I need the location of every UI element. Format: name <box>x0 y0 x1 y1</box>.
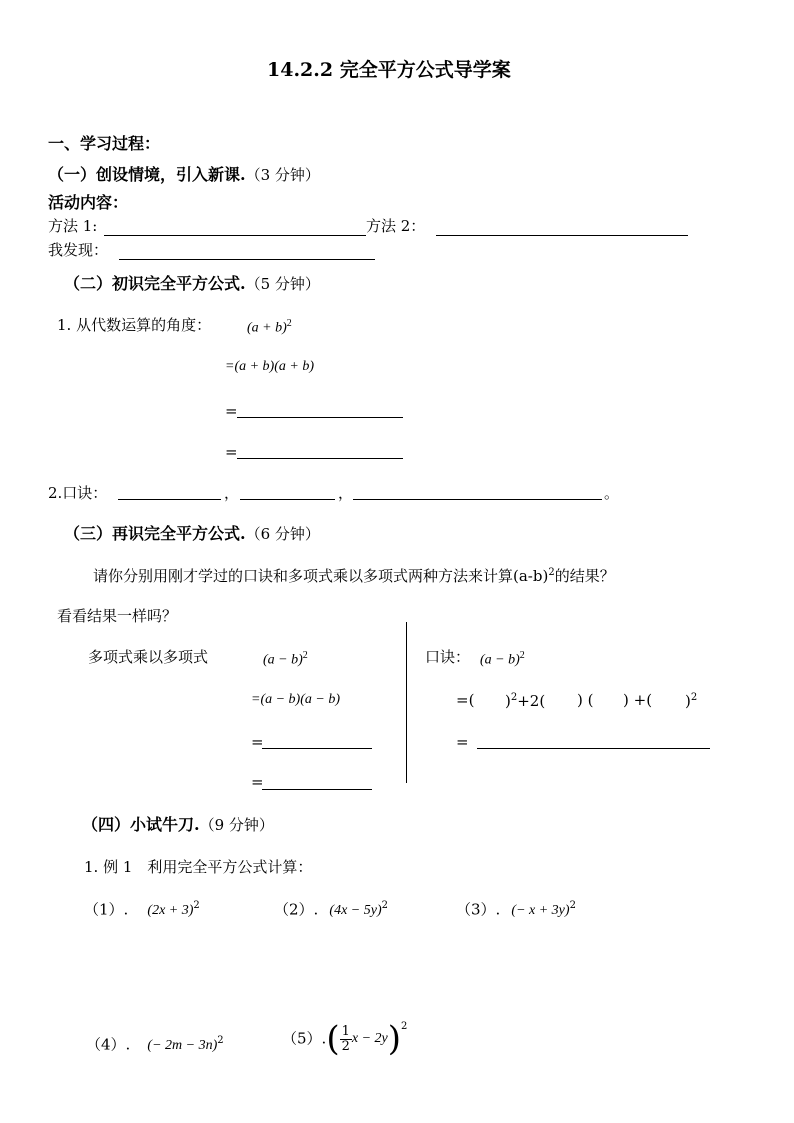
right-line1-open: =( <box>456 691 475 709</box>
left-expr-text: (a − b) <box>263 652 303 668</box>
fraction-denominator: 2 <box>341 1038 350 1054</box>
part3-heading: （三）再识完全平方公式. <box>64 524 246 543</box>
problem-1-expr: (2x + 3) <box>147 903 194 919</box>
problem-3-exponent: 2 <box>569 900 576 911</box>
problem-4 <box>86 1036 224 1053</box>
mnemonic-blank2[interactable] <box>240 499 335 500</box>
right-expr <box>480 651 525 668</box>
problem-4-expr: (− 2m − 3n) <box>147 1038 218 1054</box>
problem-5-label: （5）. <box>282 1029 327 1048</box>
problem-5-open-paren: ( <box>326 1019 340 1059</box>
problem-5-expr: x − 2y <box>351 1031 388 1046</box>
instruction-text: 请你分别用刚才学过的口诀和多项式乘以多项式两种方法来计算(a-b) <box>93 567 549 585</box>
q1-line1: =(a + b)(a + b) <box>225 359 314 374</box>
part3-heading-row <box>64 526 320 542</box>
problem-5-exponent: 2 <box>401 1021 408 1032</box>
method2-blank[interactable] <box>436 235 688 236</box>
problem-5-close-paren: ) <box>387 1019 401 1059</box>
part4-heading: （四）小试牛刀. <box>82 815 200 834</box>
q1-expr <box>247 319 292 336</box>
part3-question: 看看结果一样吗？ <box>57 607 178 625</box>
q2-comma1: ， <box>224 484 240 502</box>
part3-time: （6 分钟） <box>245 525 320 543</box>
problem-1-label: （1）. <box>84 900 129 919</box>
problem-1 <box>84 901 200 918</box>
left-eq2: = <box>251 733 264 751</box>
right-line1-end <box>685 693 697 709</box>
part2-time: （5 分钟） <box>245 275 320 293</box>
right-line1-plus: ) +( <box>623 691 653 709</box>
example-label: 1. 例 1 利用完全平方公式计算： <box>84 858 313 876</box>
q1-label: 1. 从代数运算的角度： <box>57 316 212 334</box>
problem-5 <box>282 1019 408 1059</box>
right-end-paren: ) <box>685 692 691 710</box>
q2-period: 。 <box>604 484 620 502</box>
q1-blank3[interactable] <box>237 458 403 459</box>
problem-2 <box>274 901 388 918</box>
right-line1-close <box>505 693 545 709</box>
left-exponent: 2 <box>302 650 308 661</box>
right-blank2[interactable] <box>477 748 710 749</box>
problem-3 <box>456 901 576 918</box>
left-blank3[interactable] <box>262 789 372 790</box>
part4-time: （9 分钟） <box>199 816 274 834</box>
method1-label: 方法 1: <box>48 217 98 235</box>
part1-heading: （一）创设情境，引入新课. <box>48 165 246 184</box>
method2-label: 方法 2： <box>366 217 426 235</box>
mnemonic-blank1[interactable] <box>118 499 221 500</box>
problem-3-expr: (− x + 3y) <box>511 903 570 919</box>
right-exp-b: 2 <box>690 692 698 703</box>
left-expr <box>263 651 308 668</box>
right-line1-mid: ) ( <box>577 691 594 709</box>
column-divider <box>406 622 407 783</box>
problem-3-label: （3）. <box>456 900 501 919</box>
left-eq3: = <box>251 773 264 791</box>
part1-heading-row <box>48 167 320 183</box>
left-blank2[interactable] <box>262 748 372 749</box>
section-heading: 一、学习过程： <box>48 134 161 153</box>
right-exponent: 2 <box>519 650 525 661</box>
problem-2-label: （2）. <box>274 900 319 919</box>
part3-instruction <box>93 568 615 584</box>
left-line1: =(a − b)(a − b) <box>251 692 340 707</box>
instruction-end: 的结果？ <box>554 567 615 585</box>
q1-blank2[interactable] <box>237 417 403 418</box>
problem-4-label: （4）. <box>86 1035 131 1054</box>
part4-heading-row <box>82 817 274 833</box>
left-label: 多项式乘以多项式 <box>88 648 209 666</box>
q1-expr-text: (a + b) <box>247 320 287 336</box>
q2-comma2: ， <box>338 484 354 502</box>
page-title: 14.2.2 完全平方公式导学案 <box>267 59 511 81</box>
right-two-ab: +2( <box>517 692 546 710</box>
problem-5-fraction <box>340 1025 352 1053</box>
problem-4-exponent: 2 <box>217 1035 224 1046</box>
right-eq2: = <box>456 733 469 751</box>
mnemonic-blank3[interactable] <box>353 499 602 500</box>
right-expr-text: (a − b) <box>480 652 520 668</box>
q1-exponent: 2 <box>286 318 292 329</box>
right-close-paren: ) <box>505 692 511 710</box>
part2-heading-row <box>64 276 320 292</box>
problem-2-exponent: 2 <box>381 900 388 911</box>
part1-time: （3 分钟） <box>245 166 320 184</box>
problem-2-expr: (4x − 5y) <box>329 903 382 919</box>
problem-1-exponent: 2 <box>193 900 200 911</box>
right-exp-a: 2 <box>510 692 518 703</box>
discovery-label: 我发现： <box>48 241 109 259</box>
part2-heading: （二）初识完全平方公式. <box>64 274 246 293</box>
right-label: 口诀： <box>425 648 471 666</box>
q1-eq2: = <box>225 402 238 420</box>
q2-label: 2.口诀： <box>48 484 108 502</box>
discovery-blank[interactable] <box>119 259 375 260</box>
method1-blank[interactable] <box>104 235 366 236</box>
activity-label: 活动内容： <box>48 193 129 212</box>
fraction-numerator: 1 <box>341 1023 350 1039</box>
instruction-exponent: 2 <box>548 567 555 578</box>
q1-eq3: = <box>225 443 238 461</box>
